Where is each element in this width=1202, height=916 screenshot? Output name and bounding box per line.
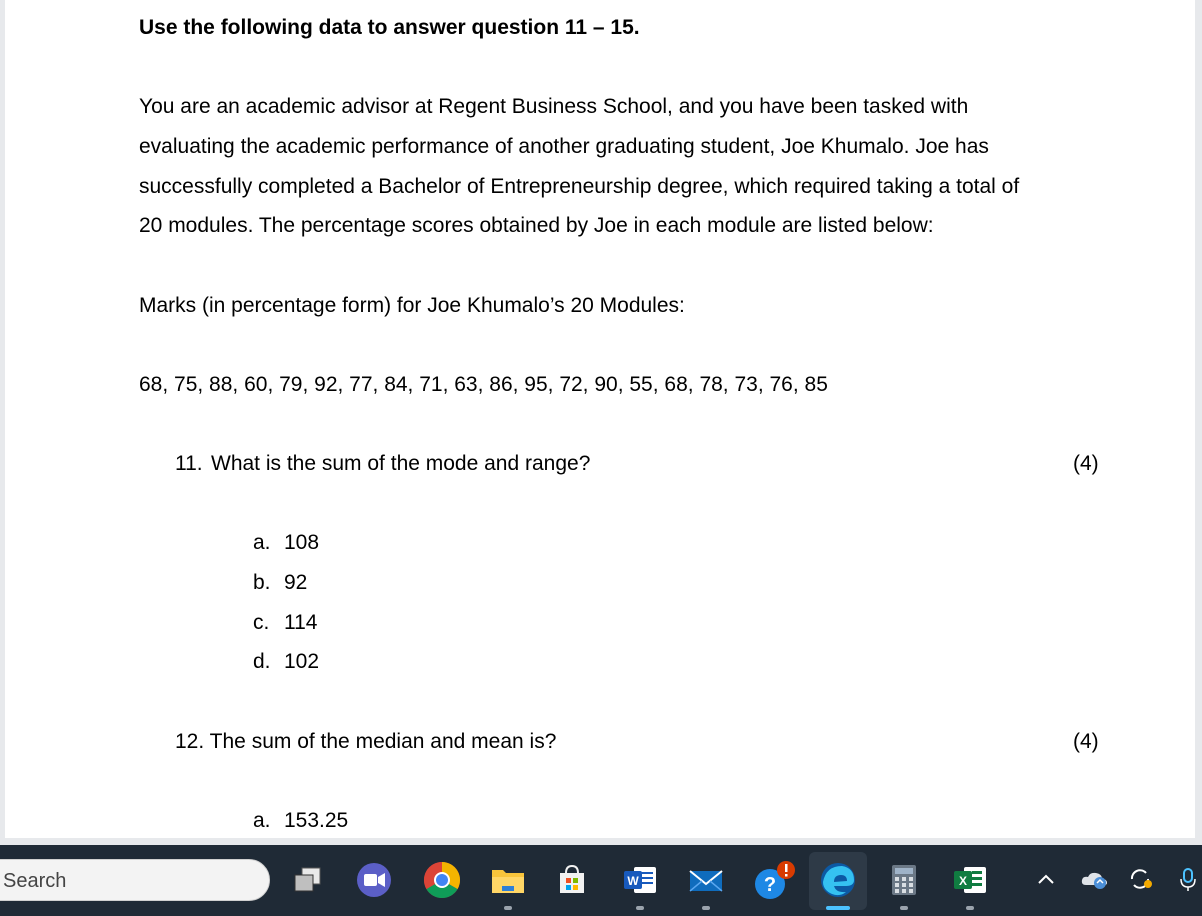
question-text: The sum of the median and mean is? [209,730,557,753]
taskbar [0,845,1202,916]
marks-values: 68, 75, 88, 60, 79, 92, 77, 84, 71, 63, 86, 95, 72, 90, 55, 68, 78, 73, 76, 85 [139,373,828,396]
question-number: 12. [175,730,205,753]
svg-text:?: ? [763,874,777,896]
option-b: b. 92 [253,571,308,594]
microsoft-store-icon[interactable] [552,860,592,900]
sync-icon[interactable] [1126,867,1156,896]
search-box[interactable] [0,859,270,901]
question-12 [175,730,556,754]
file-explorer-icon[interactable] [488,860,528,900]
help-icon[interactable] [752,860,792,900]
svg-text:X: X [958,874,968,888]
running-indicator [504,906,512,910]
chrome-icon[interactable] [422,860,462,900]
search-placeholder: Search [3,870,67,892]
option-c: c. 114 [253,611,318,634]
edge-icon[interactable] [818,860,858,900]
question-11 [175,452,590,476]
option-a: a. 153.25 [253,809,349,832]
onedrive-icon[interactable] [1080,867,1110,896]
teams-meet-icon[interactable] [354,860,394,900]
section-heading: Use the following data to answer question 11 – 15. [139,16,640,39]
running-indicator [636,906,644,910]
intro-line: 20 modules. The percentage scores obtained by Joe in each module are listed below: [139,214,934,237]
marks-label: Marks (in percentage form) for Joe Khumalo’s 20 Modules: [139,294,685,317]
active-indicator [826,906,850,910]
word-icon[interactable] [620,860,660,900]
chevron-up-icon[interactable] [1036,867,1056,896]
microphone-icon[interactable] [1178,867,1198,898]
option-a: a. 108 [253,531,320,554]
running-indicator [702,906,710,910]
running-indicator [900,906,908,910]
intro-line: You are an academic advisor at Regent Business School, and you have been tasked with [139,95,969,118]
option-d: d. 102 [253,650,320,673]
question-marks: (4) [1073,452,1099,475]
document-page [5,0,1195,838]
excel-icon[interactable] [950,860,990,900]
svg-text:W: W [627,874,639,888]
question-number: 11. [175,452,203,475]
question-text: What is the sum of the mode and range? [211,452,591,475]
question-marks: (4) [1073,730,1099,753]
intro-line: evaluating the academic performance of another graduating student, Joe Khumalo. Joe has [139,135,989,158]
mail-icon[interactable] [686,860,726,900]
task-view-icon[interactable] [290,860,330,900]
intro-line: successfully completed a Bachelor of Entrepreneurship degree, which required taking a total of [139,175,1020,198]
calculator-icon[interactable] [884,860,924,900]
running-indicator [966,906,974,910]
